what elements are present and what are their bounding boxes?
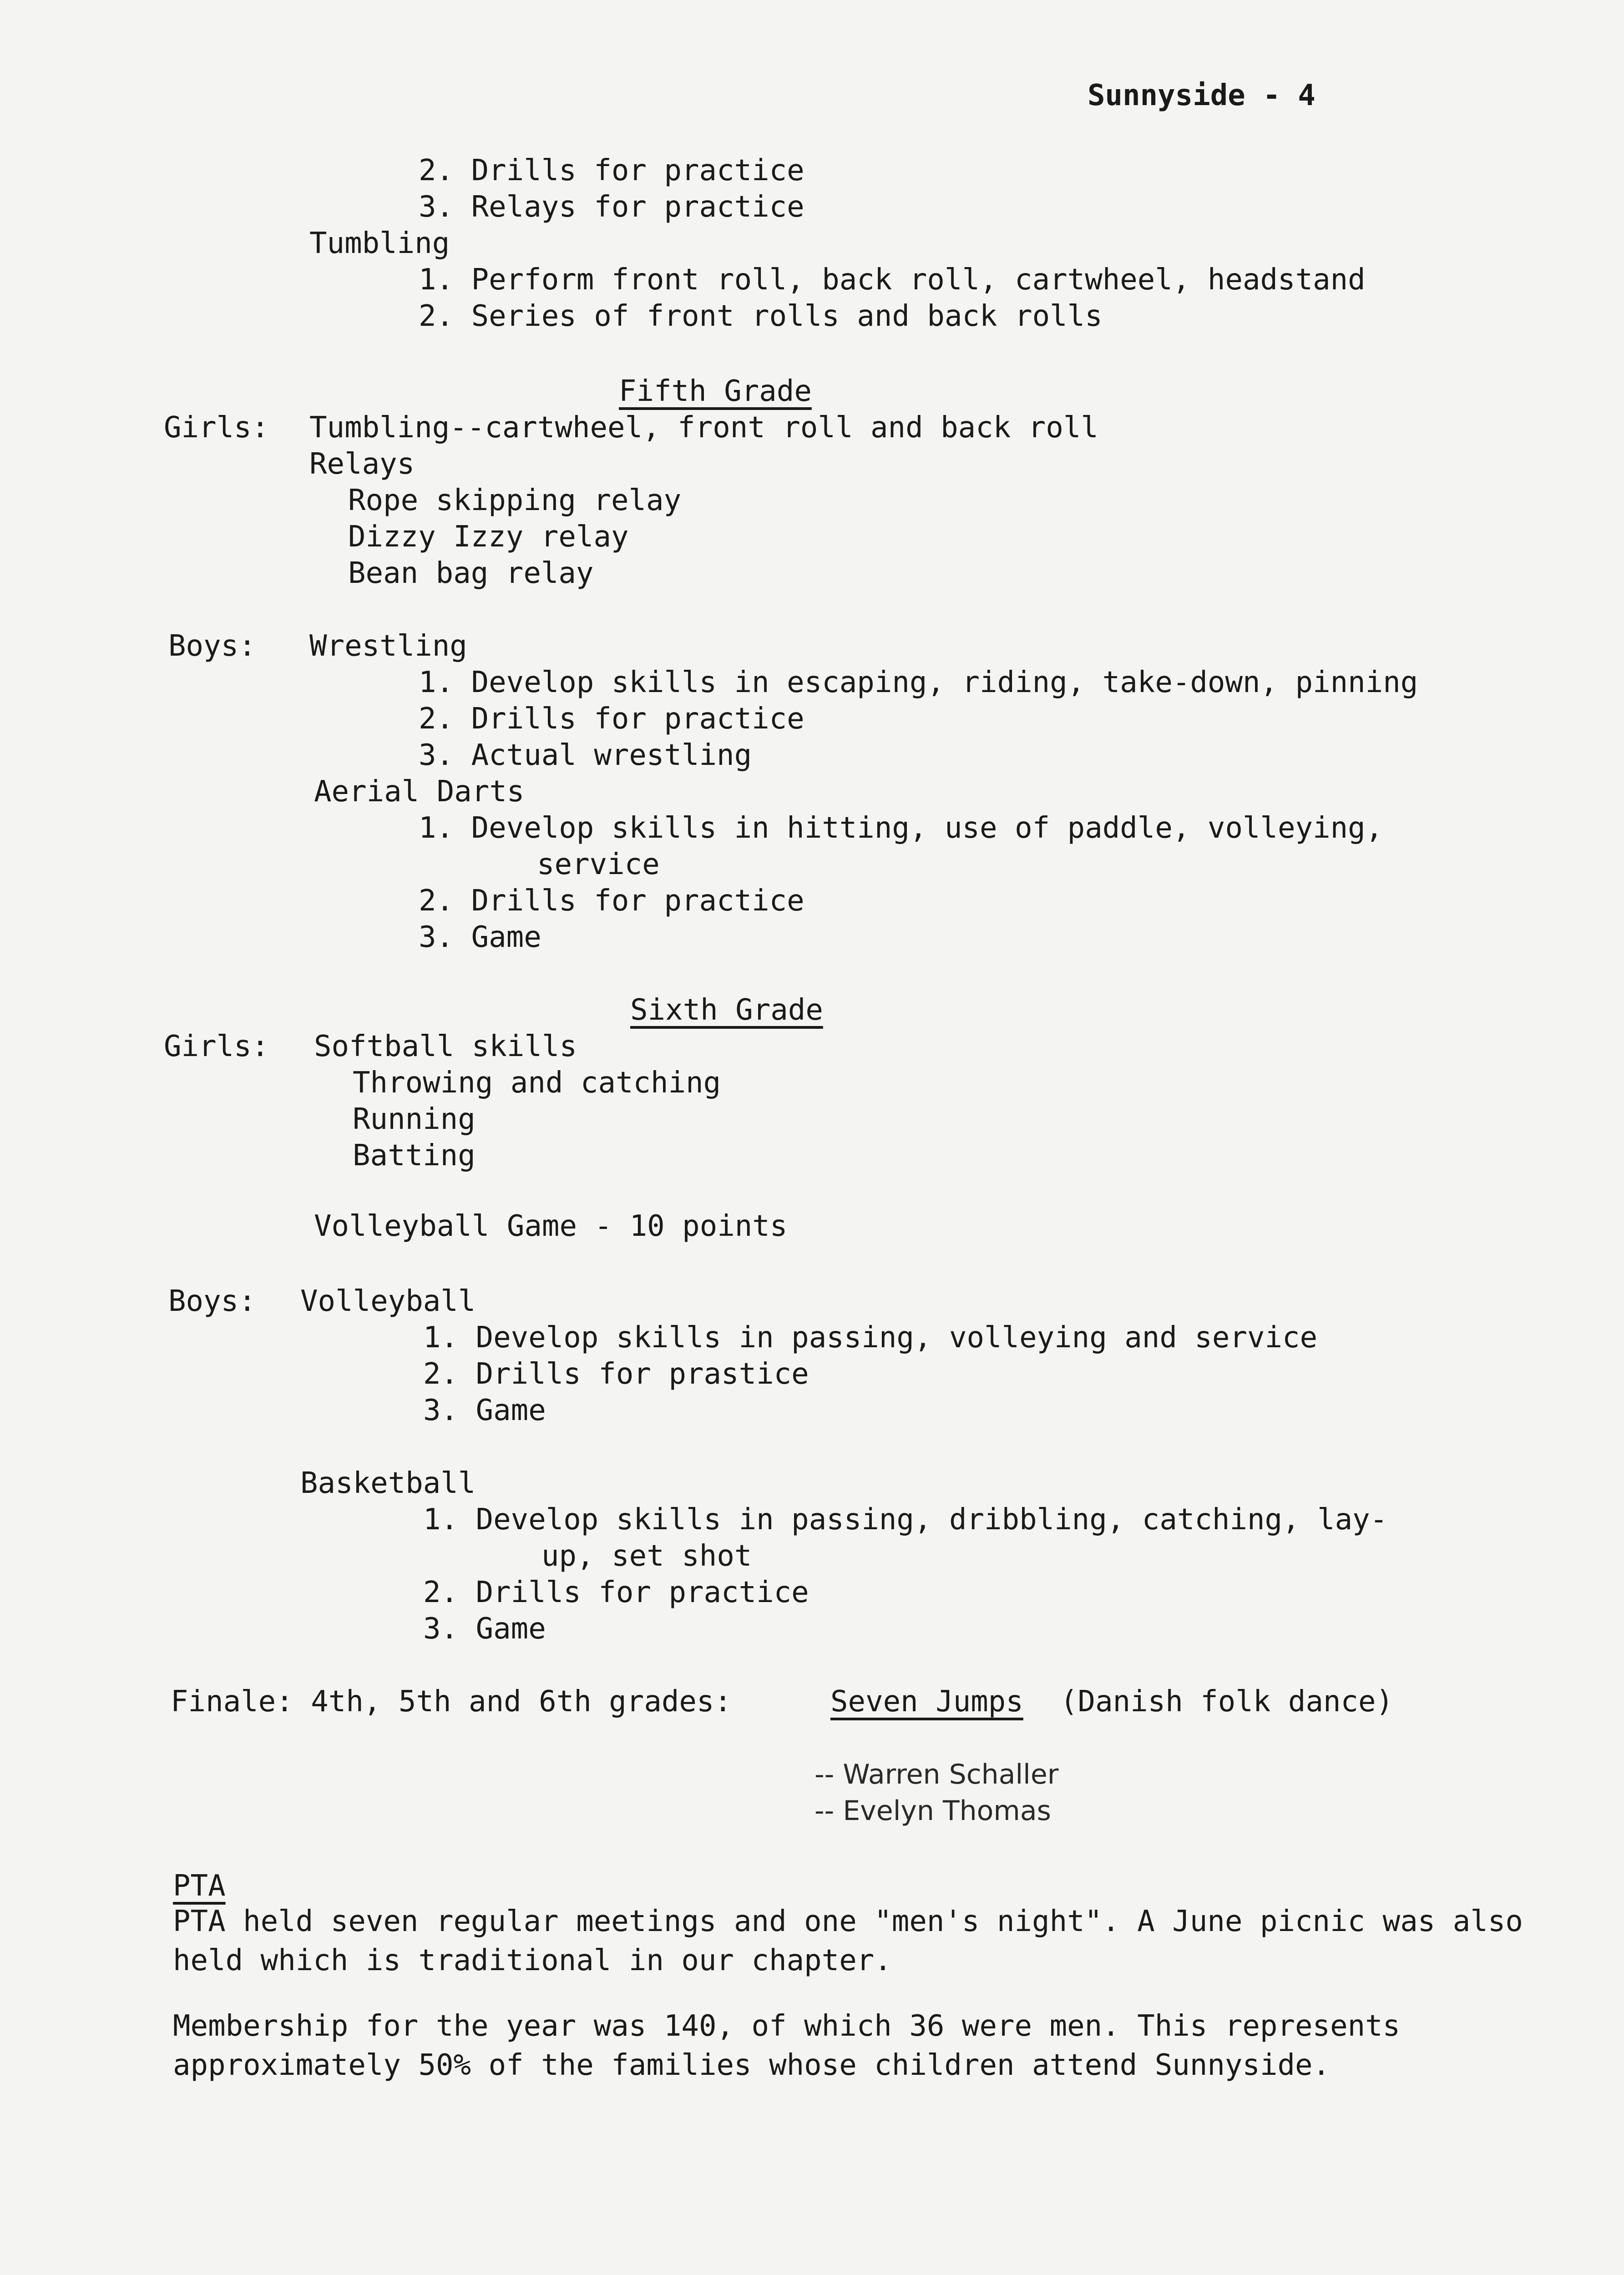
signature-line: -- Evelyn Thomas [815, 1795, 1051, 1827]
list-item: 2. Drills for practice [419, 702, 804, 736]
list-item: Rope skipping relay [348, 484, 682, 517]
list-item: Dizzy Izzy relay [348, 520, 629, 554]
list-item: 1. Develop skills in passing, dribbling, catching, lay- [423, 1503, 1388, 1537]
list-item: 2. Drills for practice [423, 1576, 809, 1609]
section-heading-pta: PTA [173, 1869, 226, 1903]
list-item: 2. Series of front rolls and back rolls [419, 299, 1103, 333]
list-item: 3. Game [419, 920, 541, 954]
activity-heading: Volleyball Game - 10 points [314, 1209, 788, 1243]
activity-heading: Tumbling--cartwheel, front roll and back roll [309, 411, 1098, 445]
list-item: 1. Develop skills in passing, volleying and service [423, 1321, 1318, 1355]
list-item: 1. Perform front roll, back roll, cartwheel, headstand [419, 263, 1366, 297]
list-item: Batting [353, 1139, 476, 1173]
finale-label: Finale: 4th, 5th and 6th grades: [171, 1685, 732, 1719]
activity-heading: Tumbling [309, 227, 450, 260]
group-label-boys: Boys: [168, 629, 256, 663]
group-label-girls: Girls: [164, 1030, 269, 1063]
group-label-girls: Girls: [164, 411, 269, 445]
activity-heading: Relays [309, 447, 415, 481]
activity-heading: Softball skills [314, 1030, 577, 1063]
section-title-fifth-grade: Fifth Grade [619, 374, 812, 408]
list-item: 1. Develop skills in hitting, use of paddle, volleying, [419, 811, 1383, 845]
finale-dance-title: Seven Jumps [830, 1685, 1023, 1719]
list-item: 3. Game [423, 1394, 546, 1427]
list-item: 3. Game [423, 1612, 546, 1646]
list-item: 3. Actual wrestling [419, 738, 752, 772]
activity-heading: Volleyball [300, 1284, 476, 1318]
list-item: 1. Develop skills in escaping, riding, take-down, pinning [419, 666, 1418, 699]
list-item: 2. Drills for prastice [423, 1357, 809, 1391]
list-item: Bean bag relay [348, 556, 594, 590]
list-item-continuation: service [537, 848, 660, 881]
activity-heading: Wrestling [309, 629, 467, 663]
list-item: Running [353, 1102, 476, 1136]
list-item: 2. Drills for practice [419, 154, 804, 187]
paragraph: PTA held seven regular meetings and one "men's night". A June picnic was also held which is traditional in our chapter. [173, 1905, 1523, 1977]
list-item: Throwing and catching [353, 1066, 721, 1100]
section-title-sixth-grade: Sixth Grade [630, 993, 823, 1027]
activity-heading: Basketball [300, 1466, 476, 1500]
list-item: 3. Relays for practice [419, 190, 804, 224]
list-item-continuation: up, set shot [541, 1539, 752, 1573]
paragraph: Membership for the year was 140, of which 36 were men. This represents approximately 50% of the families whose children attend Sunnyside. [173, 2009, 1401, 2082]
signature-line: -- Warren Schaller [815, 1759, 1059, 1790]
group-label-boys: Boys: [168, 1284, 256, 1318]
list-item: 2. Drills for practice [419, 884, 804, 918]
finale-dance-note: (Danish folk dance) [1060, 1685, 1394, 1719]
page-header: Sunnyside - 4 [1088, 79, 1315, 112]
activity-heading: Aerial Darts [314, 775, 525, 809]
